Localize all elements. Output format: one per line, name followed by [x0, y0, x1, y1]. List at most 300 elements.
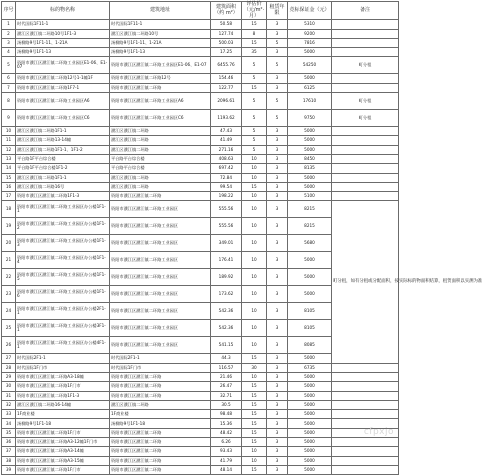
cell-rent: 15: [242, 419, 267, 428]
cell-name: 汤柳路9号1F1-11、1-21A: [16, 38, 110, 47]
cell-seq: 23: [2, 286, 16, 303]
cell-deposit: 9750: [288, 110, 332, 127]
cell-name: 资阳市濮江区濮江镇二环路工业园区办公楼1F1-1: [16, 201, 110, 218]
table-row: [2, 382, 399, 391]
cell-rent: 15: [242, 382, 267, 391]
cell-name: 1F商业楼: [16, 410, 110, 419]
cell-address: 时代国际2F1-1: [110, 354, 211, 363]
table-row: [2, 182, 399, 191]
cell-area: 271.16: [211, 145, 242, 154]
cell-area: 122.77: [211, 83, 242, 92]
cell-seq: 31: [2, 391, 16, 400]
cell-name: 汤柳路9号1F1-13: [16, 48, 110, 57]
cell-area: 50.58: [211, 20, 242, 29]
header-address: 建筑地址: [110, 2, 211, 20]
cell-term: 3: [267, 48, 288, 57]
cell-name: 资阳市濮江区濮江镇二环路工业园区A6: [16, 93, 110, 110]
cell-address: 资阳市濮江区濮江镇二环路: [110, 83, 211, 92]
cell-area: 26.47: [211, 382, 242, 391]
cell-rent: 5: [242, 127, 267, 136]
cell-rent: 15: [242, 182, 267, 191]
cell-term: 3: [267, 192, 288, 201]
cell-area: 2096.61: [211, 93, 242, 110]
cell-term: 3: [267, 363, 288, 372]
table-row: [2, 136, 399, 145]
cell-name: 濮江区濮江镇二环路1F1-1、1F1-2: [16, 145, 110, 154]
cell-deposit: 5000: [288, 391, 332, 400]
cell-note: [332, 74, 399, 83]
header-term: 租赁年限: [267, 2, 288, 20]
cell-rent: 10: [242, 235, 267, 252]
header-rent: 评估价（元/m²·月）: [242, 2, 267, 20]
cell-seq: 25: [2, 320, 16, 337]
cell-term: 3: [267, 354, 288, 363]
cell-area: 189.92: [211, 269, 242, 286]
cell-note: [332, 456, 399, 465]
cell-deposit: 5000: [288, 410, 332, 419]
cell-deposit: 5000: [288, 74, 332, 83]
cell-address: 资阳市濮江区濮江镇二环路: [110, 428, 211, 437]
cell-rent: 10: [242, 164, 267, 173]
cell-address: 资阳市濮江区濮江镇二环路工业园区E1-06、E1-07: [110, 57, 211, 74]
cell-note: [332, 438, 399, 447]
cell-address: 资阳市濮江区濮江镇二环路工业园区: [110, 235, 211, 252]
header-note: 备注: [332, 2, 399, 20]
cell-term: 3: [267, 154, 288, 163]
cell-term: 3: [267, 83, 288, 92]
table-row: [2, 164, 399, 173]
cell-deposit: 5000: [288, 136, 332, 145]
header-deposit: 竞标保证金（元）: [288, 2, 332, 20]
cell-name: 资阳市濮江区濮江镇二环路A3-12幢1F门市: [16, 438, 110, 447]
cell-address: 资阳市濮江区濮江镇二环路: [110, 391, 211, 400]
cell-name: 时代国际2F1-1: [16, 354, 110, 363]
cell-rent: 15: [242, 354, 267, 363]
cell-area: 154.46: [211, 74, 242, 83]
cell-name: 平台路1F平台综合楼: [16, 154, 110, 163]
cell-deposit: 7816: [288, 38, 332, 47]
cell-term: 3: [267, 456, 288, 465]
table-header-row: [2, 2, 399, 20]
cell-term: 3: [267, 127, 288, 136]
cell-seq: 35: [2, 428, 16, 437]
cell-note: [332, 136, 399, 145]
cell-term: 3: [267, 252, 288, 269]
cell-seq: 6: [2, 74, 16, 83]
cell-term: 3: [267, 286, 288, 303]
cell-deposit: 5000: [288, 173, 332, 182]
cell-name: 资阳市濮江区濮江镇二环路工业园区办公楼2F1-1: [16, 303, 110, 320]
cell-address: 资阳市濮江区濮江镇二环路: [110, 465, 211, 474]
cell-area: 30.5: [211, 400, 242, 409]
cell-rent: 10: [242, 286, 267, 303]
cell-area: 127.74: [211, 29, 242, 38]
table-row: [2, 83, 399, 92]
cell-name: 时代国际1F门市: [16, 363, 110, 372]
table-body: [2, 20, 482, 475]
cell-area: 48.42: [211, 428, 242, 437]
cell-rent: 15: [242, 400, 267, 409]
cell-deposit: 5000: [288, 428, 332, 437]
cell-area: 176.41: [211, 252, 242, 269]
cell-seq: 11: [2, 136, 16, 145]
cell-address: 资阳市濮江区濮江镇二环路工业园区: [110, 252, 211, 269]
cell-deposit: 5000: [288, 127, 332, 136]
cell-seq: 37: [2, 447, 16, 456]
cell-name: 资阳市濮江区濮江镇二环路工业园区E1-06、E1-07: [16, 57, 110, 74]
cell-rent: 30: [242, 363, 267, 372]
rental-listing-table: [1, 1, 482, 475]
cell-note-merged: 町分租，如有分租或分配面积，按实际标的物面积结算，租赁面积以实测为准: [332, 201, 399, 363]
cell-seq: 29: [2, 373, 16, 382]
cell-name: 资阳市濮江区濮江镇二环路工业园区办公楼1F1-2: [16, 218, 110, 235]
cell-deposit: 54250: [288, 57, 332, 74]
cell-note: 町分租: [332, 93, 399, 110]
cell-rent: 5: [242, 110, 267, 127]
table-row: [2, 201, 399, 218]
cell-area: 1193.62: [211, 110, 242, 127]
cell-note: [332, 382, 399, 391]
cell-rent: 10: [242, 218, 267, 235]
cell-rent: 10: [242, 201, 267, 218]
cell-rent: 15: [242, 438, 267, 447]
cell-deposit: 8085: [288, 337, 332, 354]
cell-note: [332, 391, 399, 400]
cell-rent: 15: [242, 20, 267, 29]
cell-deposit: 5000: [288, 456, 332, 465]
cell-term: 3: [267, 400, 288, 409]
cell-note: [332, 400, 399, 409]
cell-note: [332, 48, 399, 57]
cell-name: 濮江区濮江镇二环路16号: [16, 182, 110, 191]
cell-rent: 15: [242, 38, 267, 47]
cell-note: [332, 447, 399, 456]
cell-deposit: 5000: [288, 419, 332, 428]
table-row: [2, 145, 399, 154]
cell-note: [332, 164, 399, 173]
cell-rent: 5: [242, 93, 267, 110]
cell-seq: 27: [2, 354, 16, 363]
cell-address: 资阳市濮江区濮江镇二环路: [110, 447, 211, 456]
cell-area: 500.03: [211, 38, 242, 47]
cell-name: 资阳市濮江区濮江镇二环路工业园区办公楼4F1-1: [16, 337, 110, 354]
cell-address: 资阳市濮江区濮江镇二环路工业园区: [110, 286, 211, 303]
cell-seq: 28: [2, 363, 16, 372]
table-row: [2, 110, 399, 127]
table-row: [2, 74, 399, 83]
cell-name: 资阳市濮江区濮江镇二环路1F1-3: [16, 391, 110, 400]
cell-address: 资阳市濮江区濮江镇二环路12号: [110, 74, 211, 83]
cell-deposit: 5000: [288, 400, 332, 409]
cell-term: 3: [267, 373, 288, 382]
cell-deposit: 5000: [288, 145, 332, 154]
cell-name: 平台路1F平台综合楼1F1-2: [16, 164, 110, 173]
cell-rent: 10: [242, 173, 267, 182]
table-row: [2, 447, 399, 456]
cell-rent: 15: [242, 83, 267, 92]
cell-seq: 12: [2, 145, 16, 154]
cell-area: 697.42: [211, 164, 242, 173]
table-row: [2, 48, 399, 57]
cell-rent: 10: [242, 192, 267, 201]
cell-address: 濮江区濮江镇二环路: [110, 136, 211, 145]
cell-deposit: 5000: [288, 269, 332, 286]
cell-address: 汤柳路9号1F1-18: [110, 419, 211, 428]
cell-note: [332, 410, 399, 419]
cell-rent: 10: [242, 456, 267, 465]
cell-rent: 10: [242, 373, 267, 382]
cell-area: 6455.76: [211, 57, 242, 74]
table-row: [2, 400, 399, 409]
table-row: [2, 438, 399, 447]
cell-area: 408.63: [211, 154, 242, 163]
cell-rent: 10: [242, 337, 267, 354]
cell-note: [332, 465, 399, 474]
cell-name: 濮江区濮江镇二环路1F1-1: [16, 173, 110, 182]
table-row: [2, 456, 399, 465]
table-row: [2, 391, 399, 400]
table-row: [2, 419, 399, 428]
cell-note: [332, 173, 399, 182]
cell-address: 濮江区濮江镇二环路: [110, 400, 211, 409]
cell-note: [332, 145, 399, 154]
header-area: 建筑面积（约 m²）: [211, 2, 242, 20]
cell-name: 资阳市濮江区濮江镇二环路A3-15幢: [16, 456, 110, 465]
cell-rent: 15: [242, 391, 267, 400]
cell-deposit: 5680: [288, 235, 332, 252]
cell-note: [332, 127, 399, 136]
cell-address: 资阳市濮江区濮江镇二环路: [110, 456, 211, 465]
cell-term: 5: [267, 57, 288, 74]
cell-note: [332, 83, 399, 92]
table-row: [2, 93, 399, 110]
cell-term: 3: [267, 391, 288, 400]
cell-rent: 10: [242, 447, 267, 456]
cell-address: 濮江区濮江镇二环路: [110, 173, 211, 182]
cell-name: 资阳市濮江区濮江镇二环路工业园区办公楼1F1-4: [16, 252, 110, 269]
cell-seq: 22: [2, 269, 16, 286]
cell-deposit: 8135: [288, 164, 332, 173]
cell-deposit: 5310: [288, 20, 332, 29]
cell-seq: 24: [2, 303, 16, 320]
cell-seq: 36: [2, 438, 16, 447]
table-row: [2, 173, 399, 182]
cell-deposit: 6735: [288, 363, 332, 372]
cell-term: 3: [267, 218, 288, 235]
cell-address: 资阳市濮江区濮江镇二环路: [110, 192, 211, 201]
cell-rent: 15: [242, 465, 267, 474]
cell-deposit: 5100: [288, 192, 332, 201]
cell-area: 47.43: [211, 127, 242, 136]
cell-term: 3: [267, 320, 288, 337]
cell-rent: 15: [242, 410, 267, 419]
cell-term: 3: [267, 173, 288, 182]
cell-term: 3: [267, 74, 288, 83]
cell-deposit: 5000: [288, 48, 332, 57]
table-row: [2, 192, 399, 201]
cell-term: 5: [267, 38, 288, 47]
table-row: [2, 363, 399, 372]
cell-seq: 32: [2, 400, 16, 409]
cell-term: 3: [267, 269, 288, 286]
cell-name: 濮江区濮江镇二环路13-14幢: [16, 136, 110, 145]
cell-rent: 5: [242, 74, 267, 83]
cell-deposit: 5000: [288, 465, 332, 474]
cell-term: 5: [267, 110, 288, 127]
cell-area: 541.15: [211, 337, 242, 354]
cell-seq: 21: [2, 252, 16, 269]
cell-rent: 10: [242, 320, 267, 337]
cell-address: 资阳市濮江区濮江镇二环路工业园区C6: [110, 110, 211, 127]
cell-rent: 5: [242, 145, 267, 154]
cell-area: 72.84: [211, 173, 242, 182]
cell-deposit: 5000: [288, 447, 332, 456]
cell-term: 3: [267, 337, 288, 354]
cell-address: 濮江区濮江镇二环路: [110, 182, 211, 191]
cell-area: 555.56: [211, 201, 242, 218]
cell-area: 41.79: [211, 456, 242, 465]
cell-rent: 5: [242, 136, 267, 145]
cell-term: 3: [267, 428, 288, 437]
cell-seq: 16: [2, 182, 16, 191]
cell-area: 44.3: [211, 354, 242, 363]
cell-seq: 18: [2, 201, 16, 218]
cell-term: 3: [267, 182, 288, 191]
table-row: [2, 57, 399, 74]
cell-name: 资阳市濮江区濮江镇二环路1F门市: [16, 382, 110, 391]
cell-term: 3: [267, 235, 288, 252]
cell-address: 资阳市濮江区濮江镇二环路工业园区: [110, 269, 211, 286]
cell-name: 资阳市濮江区濮江镇二环路1F门市: [16, 428, 110, 437]
cell-name: 资阳市濮江区濮江镇二环路12号1-1幢1F: [16, 74, 110, 83]
cell-address: 资阳市濮江区濮江镇二环路: [110, 373, 211, 382]
cell-name: 资阳市濮江区濮江镇二环路工业园区C6: [16, 110, 110, 127]
table-row: [2, 154, 399, 163]
cell-name: 汤柳路9号1F1-18: [16, 419, 110, 428]
table-row: [2, 20, 399, 29]
cell-term: 5: [267, 93, 288, 110]
cell-rent: 5: [242, 57, 267, 74]
cell-term: 3: [267, 136, 288, 145]
cell-area: 555.56: [211, 218, 242, 235]
cell-area: 41.49: [211, 136, 242, 145]
cell-term: 3: [267, 201, 288, 218]
cell-address: 资阳市濮江区濮江镇二环路工业园区: [110, 303, 211, 320]
cell-seq: 8: [2, 93, 16, 110]
cell-term: 3: [267, 465, 288, 474]
cell-address: 1F商业楼: [110, 410, 211, 419]
cell-deposit: 6125: [288, 83, 332, 92]
cell-rent: 8: [242, 29, 267, 38]
cell-deposit: 8215: [288, 218, 332, 235]
cell-area: 173.62: [211, 286, 242, 303]
cell-name: 濮江区濮江镇二环路16-14幢: [16, 400, 110, 409]
cell-seq: 15: [2, 173, 16, 182]
cell-area: 15.36: [211, 419, 242, 428]
cell-deposit: 5000: [288, 252, 332, 269]
cell-rent: 10: [242, 252, 267, 269]
cell-deposit: 5000: [288, 438, 332, 447]
cell-term: 3: [267, 145, 288, 154]
cell-deposit: 5000: [288, 382, 332, 391]
cell-seq: 34: [2, 419, 16, 428]
cell-area: 349.01: [211, 235, 242, 252]
cell-address: 时代国际1F门市: [110, 363, 211, 372]
cell-term: 3: [267, 447, 288, 456]
cell-name: 资阳市濮江区濮江镇二环路A3-18幢: [16, 373, 110, 382]
cell-deposit: 9200: [288, 29, 332, 38]
cell-name: 资阳市濮江区濮江镇二环路1F7-1: [16, 83, 110, 92]
cell-name: 资阳市濮江区濮江镇二环路工业园区办公楼1F1-3: [16, 235, 110, 252]
cell-address: 汤柳路9号1F1-13: [110, 48, 211, 57]
cell-address: 时代国际1F11-1: [110, 20, 211, 29]
cell-name: 资阳市濮江区濮江镇二环路1F门市: [16, 465, 110, 474]
cell-seq: 14: [2, 164, 16, 173]
cell-name: 濮江区濮江镇二环路1F1-1: [16, 127, 110, 136]
cell-area: 17.25: [211, 48, 242, 57]
cell-area: 116.57: [211, 363, 242, 372]
table-row: [2, 29, 399, 38]
cell-name: 时代国际1F11-1: [16, 20, 110, 29]
cell-seq: 38: [2, 456, 16, 465]
cell-term: 3: [267, 438, 288, 447]
cell-seq: 26: [2, 337, 16, 354]
cell-seq: 20: [2, 235, 16, 252]
cell-term: 3: [267, 410, 288, 419]
cell-rent: 10: [242, 303, 267, 320]
cell-rent: 10: [242, 154, 267, 163]
table-row: [2, 373, 399, 382]
table-row: [2, 410, 399, 419]
cell-seq: 30: [2, 382, 16, 391]
cell-area: 99.54: [211, 182, 242, 191]
cell-deposit: 5000: [288, 286, 332, 303]
cell-term: 3: [267, 29, 288, 38]
cell-area: 21.46: [211, 373, 242, 382]
cell-name: 资阳市濮江区濮江镇二环路A3-14幢: [16, 447, 110, 456]
cell-area: 93.43: [211, 447, 242, 456]
cell-address: 资阳市濮江区濮江镇二环路工业园区: [110, 320, 211, 337]
cell-name: 资阳市濮江区濮江镇二环路工业园区办公楼1F1-6: [16, 286, 110, 303]
cell-seq: 19: [2, 218, 16, 235]
cell-area: 32.71: [211, 391, 242, 400]
cell-address: 资阳市濮江区濮江镇二环路工业园区A6: [110, 93, 211, 110]
cell-area: 98.48: [211, 410, 242, 419]
cell-deposit: 8105: [288, 320, 332, 337]
cell-note: [332, 38, 399, 47]
cell-deposit: 8105: [288, 303, 332, 320]
cell-name: 资阳市濮江区濮江镇二环路1F1-3: [16, 192, 110, 201]
cell-rent: 15: [242, 428, 267, 437]
cell-deposit: 8450: [288, 154, 332, 163]
cell-note: [332, 363, 399, 372]
cell-seq: 33: [2, 410, 16, 419]
cell-area: 198.22: [211, 192, 242, 201]
cell-address: 资阳市濮江区濮江镇二环路工业园区: [110, 201, 211, 218]
cell-seq: 17: [2, 192, 16, 201]
cell-seq: 1: [2, 20, 16, 29]
cell-seq: 3: [2, 38, 16, 47]
cell-deposit: 5000: [288, 373, 332, 382]
cell-address: 濮江区濮江镇二环路10号: [110, 29, 211, 38]
table-row: [2, 465, 399, 474]
cell-note: [332, 182, 399, 191]
cell-area: 542.36: [211, 320, 242, 337]
cell-name: 资阳市濮江区濮江镇二环路工业园区办公楼1F1-5: [16, 269, 110, 286]
cell-address: 濮江区濮江镇二环路: [110, 145, 211, 154]
cell-rent: 10: [242, 269, 267, 286]
cell-note: [332, 20, 399, 29]
